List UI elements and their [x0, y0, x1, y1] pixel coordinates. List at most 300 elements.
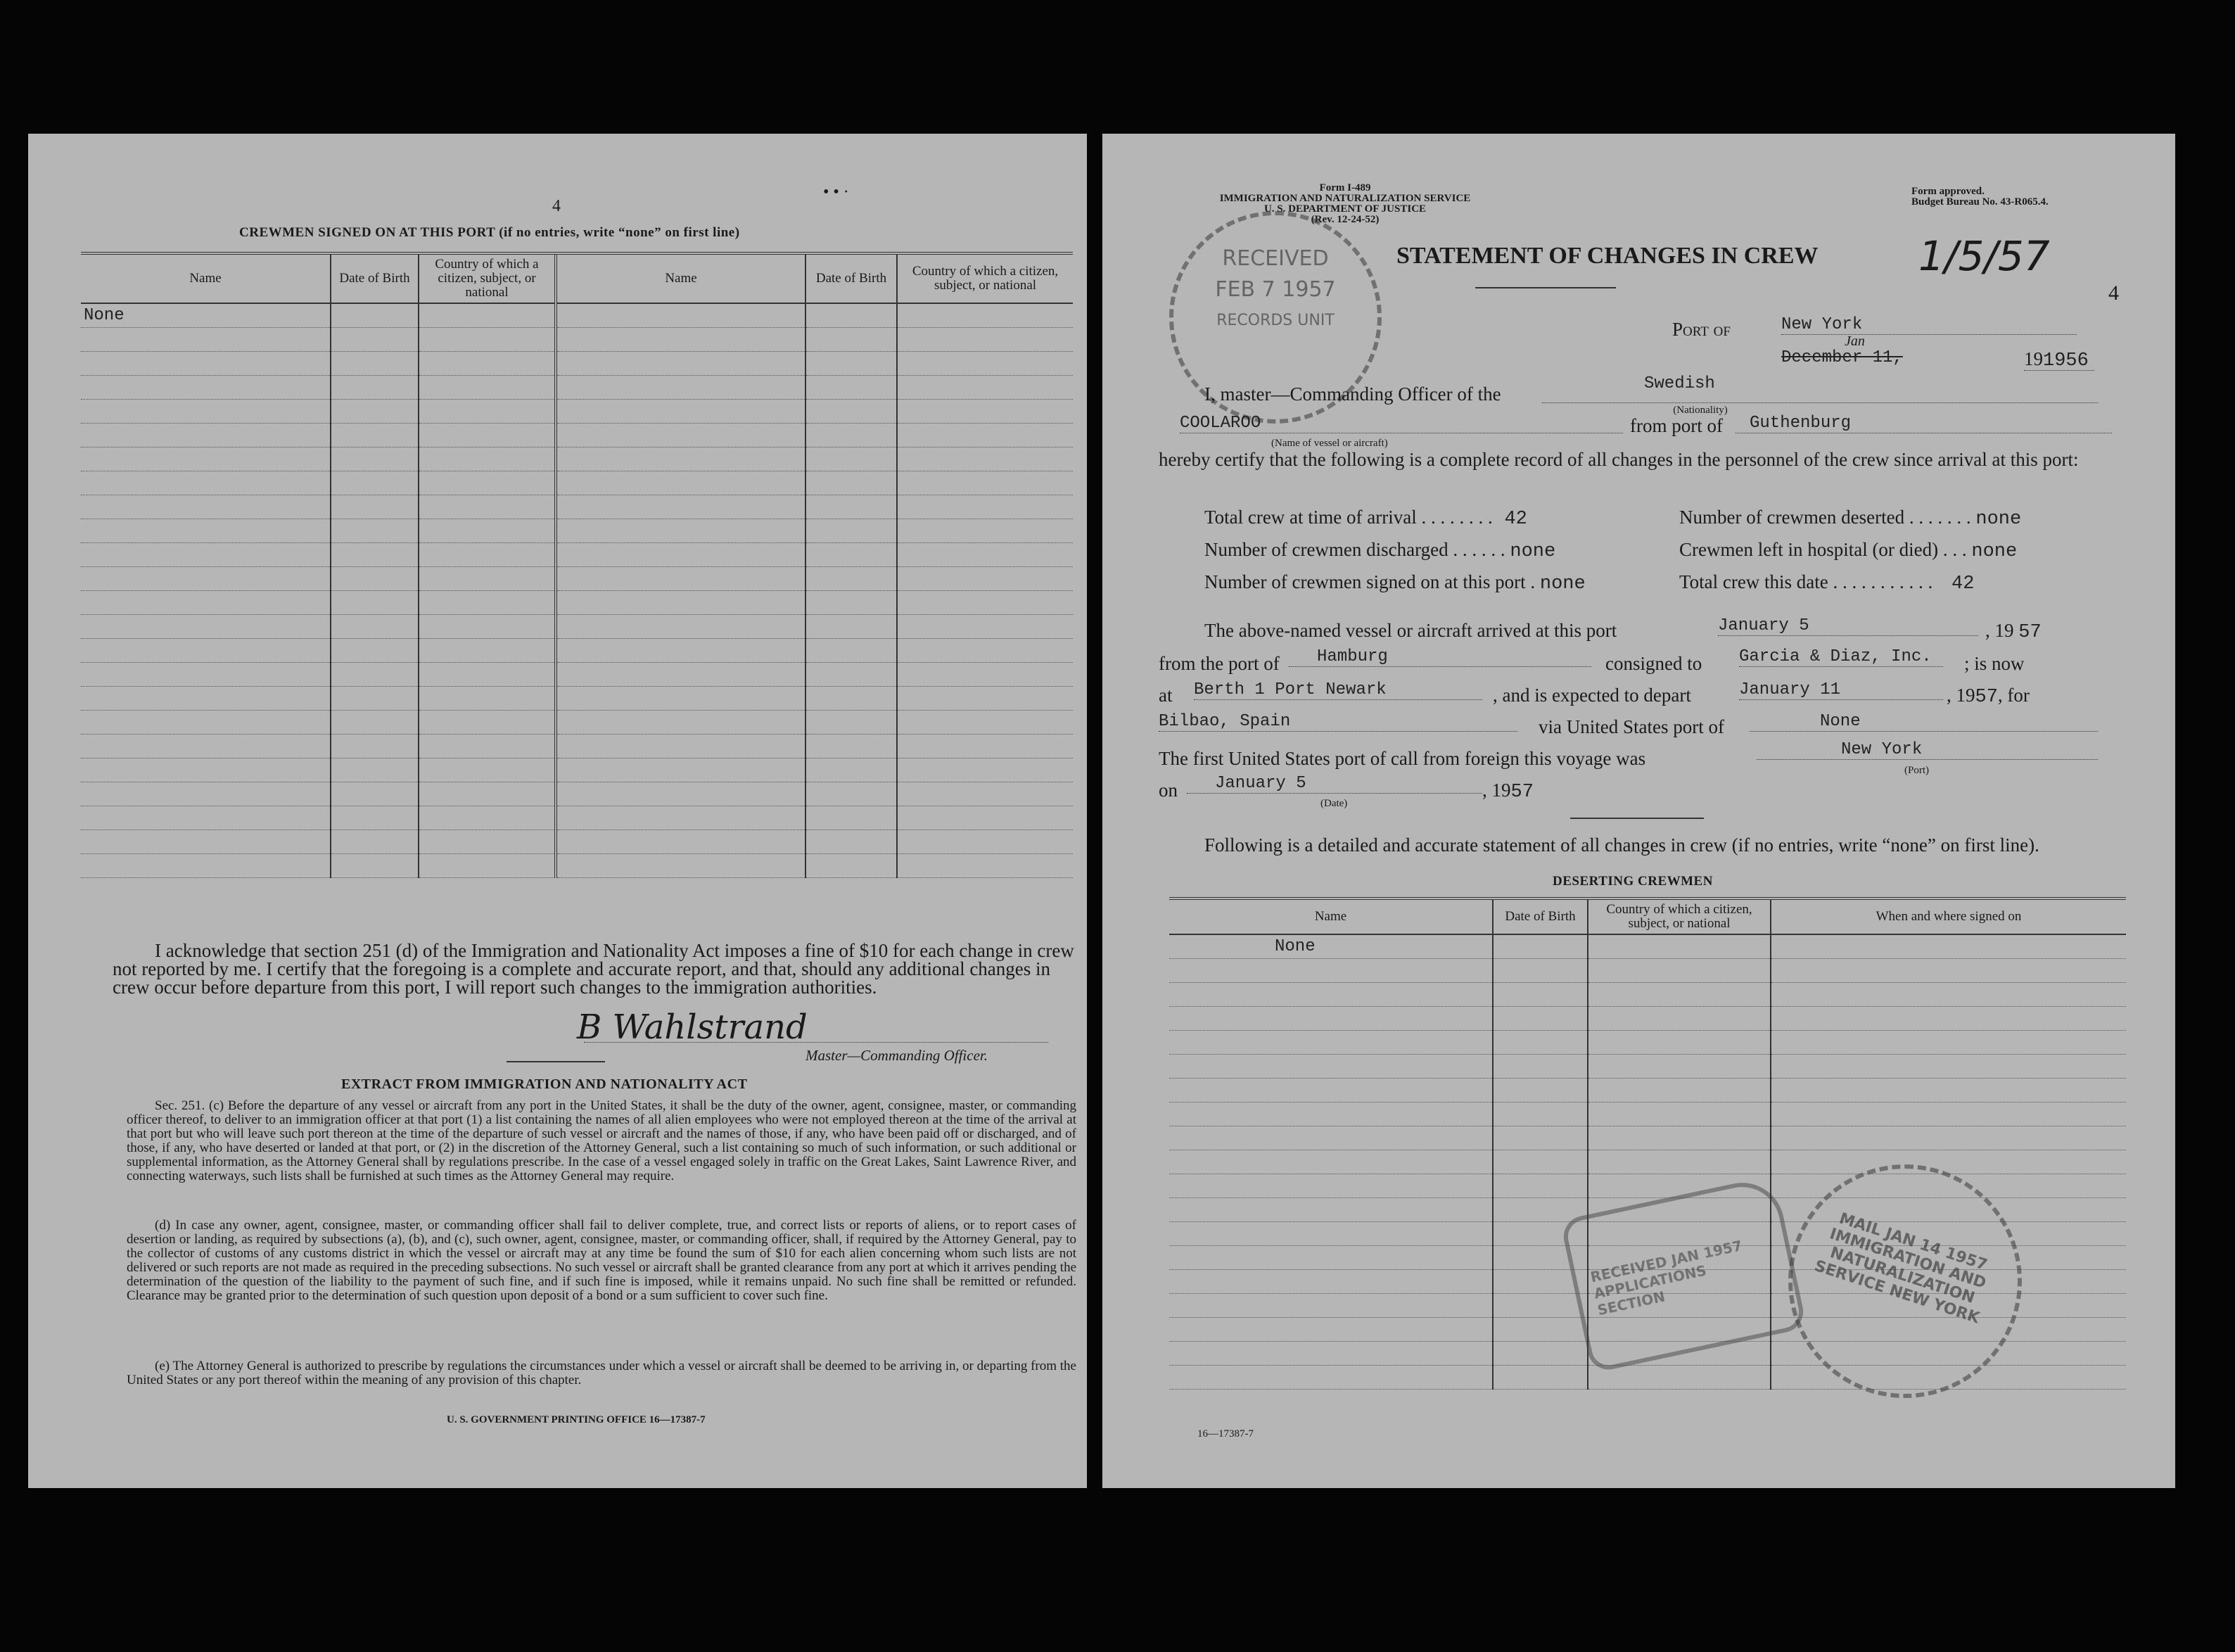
- table-cell: [897, 782, 1073, 806]
- arrived-text: The above-named vessel or aircraft arrived at this port: [1204, 620, 1617, 641]
- table-cell: [806, 376, 897, 400]
- table-cell: [556, 303, 806, 328]
- table-cell: [806, 328, 897, 352]
- table-cell: [1588, 1103, 1771, 1126]
- stat-signed-on: Number of crewmen signed on at this port . none: [1204, 571, 1586, 595]
- table-cell: [419, 615, 556, 639]
- table-cell: [1493, 983, 1588, 1007]
- table-cell: [419, 687, 556, 711]
- date-correction: Jan: [1845, 333, 1865, 349]
- date-value: December 11,: [1781, 348, 1903, 367]
- left-page: [28, 134, 1087, 1488]
- table-cell: [556, 854, 806, 878]
- table-cell: [806, 735, 897, 758]
- table-row: [81, 328, 1073, 352]
- table-cell: [897, 471, 1073, 495]
- table-title: CREWMEN SIGNED ON AT THIS PORT (if no entries, write “none” on first line): [239, 225, 740, 240]
- handwritten-number: 4: [2108, 281, 2119, 305]
- table-cell: [897, 854, 1073, 878]
- table-row: [1169, 934, 2126, 959]
- table-cell: [556, 806, 806, 830]
- table-cell: [331, 303, 419, 328]
- first-port-text: The first United States port of call from foreign this voyage was: [1159, 748, 1646, 769]
- table-cell: [419, 447, 556, 471]
- table-cell: [81, 519, 331, 543]
- consigned-label: consigned to: [1605, 653, 1702, 674]
- table-cell: [1169, 1246, 1493, 1270]
- table-cell: [897, 711, 1073, 735]
- table-cell: [81, 782, 331, 806]
- table-cell: [1493, 1294, 1588, 1318]
- table-cell: [806, 639, 897, 663]
- table-row: [81, 400, 1073, 424]
- table-cell: [331, 447, 419, 471]
- table-cell: [331, 471, 419, 495]
- stat-discharged: Number of crewmen discharged . . . . . . none: [1204, 539, 1556, 562]
- vessel-caption: (Name of vessel or aircraft): [1271, 438, 1388, 449]
- table-cell: [1493, 934, 1588, 959]
- form-title: STATEMENT OF CHANGES IN CREW: [1396, 243, 1819, 269]
- table-row: [81, 782, 1073, 806]
- depart-year-field: , 1957, for: [1947, 685, 2030, 708]
- table-cell: [81, 376, 331, 400]
- table-cell: [1588, 1031, 1771, 1055]
- table-cell: [1493, 1150, 1588, 1174]
- table-cell: [556, 424, 806, 447]
- table-cell: [556, 400, 806, 424]
- is-now-label: ; is now: [1964, 653, 2025, 674]
- table-cell: [1169, 1174, 1493, 1198]
- table-cell: [81, 758, 331, 782]
- table-cell: [897, 591, 1073, 615]
- table-cell: [1771, 934, 2126, 959]
- master-signature: B Wahlstrand: [577, 1008, 808, 1047]
- table-cell: [897, 687, 1073, 711]
- table-cell: [81, 424, 331, 447]
- table-cell: [331, 687, 419, 711]
- table-cell: [331, 352, 419, 376]
- table-header-row: [1169, 898, 2126, 934]
- column-header: When and where signed on: [1771, 898, 2126, 934]
- table-row: [1169, 959, 2126, 983]
- table-cell: [331, 806, 419, 830]
- table-cell: [331, 615, 419, 639]
- table-cell: [81, 567, 331, 591]
- table-cell: [1169, 1294, 1493, 1318]
- table-row: [81, 471, 1073, 495]
- table-cell: [897, 806, 1073, 830]
- page-number: 4: [552, 197, 561, 215]
- table-cell: [81, 615, 331, 639]
- table-cell: [81, 687, 331, 711]
- table-cell: [419, 806, 556, 830]
- mail-stamp: [1788, 1164, 2022, 1398]
- table-cell: None: [81, 303, 331, 328]
- table-cell: [331, 376, 419, 400]
- from-port-of-value: Hamburg: [1289, 647, 1591, 667]
- table-cell: [331, 782, 419, 806]
- table-cell: [81, 328, 331, 352]
- table-cell: [1493, 1318, 1588, 1342]
- stat-total-arrival: Total crew at time of arrival . . . . . . . . 42: [1204, 507, 1527, 530]
- table-cell: [1493, 1079, 1588, 1103]
- table-cell: [897, 352, 1073, 376]
- table-cell: [419, 830, 556, 854]
- column-header: Name: [1169, 898, 1493, 934]
- budget-block: [1911, 186, 2049, 208]
- table-cell: [419, 711, 556, 735]
- table-cell: [806, 806, 897, 830]
- table-cell: [556, 447, 806, 471]
- table-cell: [331, 495, 419, 519]
- table-cell: [331, 663, 419, 687]
- column-header: Date of Birth: [1493, 898, 1588, 934]
- following-text: Following is a detailed and accurate statement of all changes in crew (if no entries, write “none” on first line).: [1204, 834, 2039, 856]
- table-cell: None: [1169, 934, 1493, 959]
- table-cell: [331, 735, 419, 758]
- table-row: [81, 303, 1073, 328]
- table-cell: [1771, 1126, 2126, 1150]
- table-cell: [556, 567, 806, 591]
- table-row: [1169, 1103, 2126, 1126]
- table-cell: [419, 758, 556, 782]
- table-cell: [419, 639, 556, 663]
- table-cell: [1169, 1055, 1493, 1079]
- table-header-row: [81, 253, 1073, 303]
- via-label: via United States port of: [1539, 716, 1724, 737]
- table-cell: [81, 400, 331, 424]
- table-cell: [419, 328, 556, 352]
- table-cell: [81, 830, 331, 854]
- table-cell: [1493, 1126, 1588, 1150]
- table-cell: [419, 424, 556, 447]
- extract-section-c: Sec. 251. (c) Before the departure of any vessel or aircraft from any port in the United States, it shall be the duty of the owner, agent, consignee, master, or commanding officer thereof, to deliver to an immigration officer at that port (1) a list containing the names of all alien employees who were not employed thereon at the time of the arrival at that port but who will leave such port thereon at the time of the departure of such vessel or aircraft and the names of those, if any, who have been paid off or discharged, and of those, if any, who have deserted or landed at that port, or (2) in the discretion of the Attorney General, such a list containing so much of such information, or such additional or supplemental information, as the Attorney General shall by regulations prescribe. In the case of a vessel engaged solely in traffic on the Great Lakes, Saint Lawrence River, and connecting waterways, such lists shall be furnished at such times as the Attorney General may require.: [127, 1098, 1076, 1183]
- at-label: at: [1159, 685, 1173, 706]
- table-cell: [897, 567, 1073, 591]
- table-cell: [806, 519, 897, 543]
- expected-label: , and is expected to depart: [1493, 685, 1691, 706]
- table-cell: [1169, 1318, 1493, 1342]
- table-cell: [81, 471, 331, 495]
- table-row: [81, 758, 1073, 782]
- table-cell: [419, 303, 556, 328]
- table-cell: [556, 495, 806, 519]
- arrived-date: January 5: [1718, 616, 1978, 636]
- table-cell: [1771, 1007, 2126, 1031]
- table-cell: [331, 758, 419, 782]
- form-number: Form I-489: [1319, 182, 1371, 193]
- first-port-value: New York: [1757, 740, 2098, 760]
- stamp-line: RECEIVED: [1222, 246, 1329, 271]
- table-cell: [897, 495, 1073, 519]
- table-cell: [419, 591, 556, 615]
- table-cell: [419, 663, 556, 687]
- table-cell: [331, 830, 419, 854]
- column-header: Name: [556, 253, 806, 303]
- budget-number: Budget Bureau No. 43-R065.4.: [1911, 196, 2049, 208]
- table-cell: [81, 711, 331, 735]
- table-cell: [1169, 959, 1493, 983]
- column-header: Country of which a citizen, subject, or national: [419, 253, 556, 303]
- from-port-of-label: from the port of: [1159, 653, 1280, 674]
- table-row: [1169, 1150, 2126, 1174]
- column-header: Country of which a citizen, subject, or national: [897, 253, 1073, 303]
- extract-title: EXTRACT FROM IMMIGRATION AND NATIONALITY ACT: [341, 1076, 748, 1092]
- table-cell: [556, 639, 806, 663]
- destination-value: Bilbao, Spain: [1159, 712, 1517, 732]
- department-name: U. S. DEPARTMENT OF JUSTICE: [1263, 203, 1427, 215]
- certify-text: hereby certify that the following is a complete record of all changes in the personnel of the crew since arrival at this port:: [1159, 449, 2079, 470]
- table-cell: [1169, 983, 1493, 1007]
- table-cell: [556, 615, 806, 639]
- table-cell: [1493, 1366, 1588, 1390]
- table-cell: [806, 687, 897, 711]
- table-cell: [1771, 1031, 2126, 1055]
- table-cell: [897, 447, 1073, 471]
- table-cell: [806, 303, 897, 328]
- table-row: [1169, 1079, 2126, 1103]
- column-header: Country of which a citizen, subject, or national: [1588, 898, 1771, 934]
- printer-line: U. S. GOVERNMENT PRINTING OFFICE 16—17387-7: [447, 1414, 706, 1425]
- table-cell: [1169, 1342, 1493, 1366]
- depart-date: January 11: [1739, 680, 1943, 700]
- table-row: [81, 735, 1073, 758]
- table-cell: [81, 663, 331, 687]
- table-row: [1169, 983, 2126, 1007]
- footer-code: 16—17387-7: [1197, 1428, 1254, 1440]
- table-cell: [1771, 1079, 2126, 1103]
- table-cell: [806, 567, 897, 591]
- table-cell: [1771, 1055, 2126, 1079]
- on-value: January 5: [1187, 774, 1482, 794]
- table-cell: [331, 567, 419, 591]
- table-cell: [1169, 1366, 1493, 1390]
- table-cell: [806, 758, 897, 782]
- applications-stamp-text: RECEIVED JAN 1957 APPLICATIONS SECTION: [1588, 1237, 1744, 1319]
- table-cell: [897, 830, 1073, 854]
- table-cell: [806, 711, 897, 735]
- table-cell: [1588, 1366, 1771, 1390]
- table-cell: [806, 615, 897, 639]
- year-prefix: 19: [2024, 348, 2043, 369]
- nationality-caption: (Nationality): [1673, 405, 1728, 416]
- table-row: [81, 447, 1073, 471]
- table-row: [81, 567, 1073, 591]
- table-cell: [897, 543, 1073, 567]
- table-cell: [1588, 934, 1771, 959]
- table-cell: [1169, 1270, 1493, 1294]
- table-row: [1169, 1007, 2126, 1031]
- table-cell: [419, 400, 556, 424]
- date-caption: (Date): [1320, 798, 1348, 809]
- acknowledgement-text: I acknowledge that section 251 (d) of the Immigration and Nationality Act imposes a fine of $10 for each change in crew not reported by me. I certify that the foregoing is a complete and accurate report, and that, should any additional changes in crew occur before departure from this port, I will report such changes to the immigration authorities.: [113, 940, 1074, 998]
- table-cell: [1493, 1174, 1588, 1198]
- table-cell: [897, 639, 1073, 663]
- table-cell: [419, 567, 556, 591]
- table-cell: [331, 854, 419, 878]
- table-cell: [419, 782, 556, 806]
- table-row: [81, 591, 1073, 615]
- table-cell: [81, 854, 331, 878]
- table-row: [81, 711, 1073, 735]
- table-cell: [556, 376, 806, 400]
- table-cell: [81, 447, 331, 471]
- table-cell: [81, 735, 331, 758]
- table-row: [81, 519, 1073, 543]
- table-cell: [1493, 1007, 1588, 1031]
- right-page: [1102, 134, 2175, 1488]
- handwritten-date: 1/5/57: [1918, 232, 2050, 280]
- column-header: Date of Birth: [331, 253, 419, 303]
- table-cell: [419, 519, 556, 543]
- nationality-value: Swedish: [1644, 374, 1715, 393]
- table-cell: [1169, 1103, 1493, 1126]
- form-approved: Form approved.: [1911, 186, 1985, 197]
- table-cell: [806, 830, 897, 854]
- table-row: [81, 663, 1073, 687]
- table-cell: [1588, 1126, 1771, 1150]
- table-cell: [1493, 1031, 1588, 1055]
- table-row: [1169, 1031, 2126, 1055]
- table-cell: [1771, 959, 2126, 983]
- mail-stamp-text: MAIL JAN 14 1957 IMMIGRATION AND NATURALIZATION SERVICE NEW YORK: [1812, 1209, 1989, 1328]
- table-cell: [331, 591, 419, 615]
- table-cell: [806, 663, 897, 687]
- form-revision: (Rev. 12-24-52): [1311, 214, 1380, 225]
- table-cell: [556, 328, 806, 352]
- table-row: [81, 639, 1073, 663]
- table-cell: [331, 328, 419, 352]
- table-cell: [81, 591, 331, 615]
- at-value: Berth 1 Port Newark: [1194, 680, 1482, 700]
- table-cell: [1588, 1079, 1771, 1103]
- table-cell: [419, 543, 556, 567]
- table-cell: [1588, 1055, 1771, 1079]
- column-header: Name: [81, 253, 331, 303]
- table-cell: [897, 400, 1073, 424]
- table-cell: [897, 615, 1073, 639]
- from-port-value: Guthenburg: [1736, 414, 2112, 433]
- table-cell: [419, 854, 556, 878]
- table-cell: [556, 543, 806, 567]
- extract-section-e: (e) The Attorney General is authorized to prescribe by regulations the circumstances under which a vessel or aircraft shall be deemed to be arriving in, or departing from the United States or any port thereof within the meaning of any provision of this chapter.: [127, 1359, 1076, 1387]
- port-label: Port of: [1672, 319, 1731, 340]
- extract-section-d: (d) In case any owner, agent, consignee, master, or commanding officer shall fail to deliver complete, true, and correct lists or reports of aliens, or to report cases of desertion or landing, as required by subsections (a), (b), and (c), such owner, agent, consignee, master, or commanding officer, shall, if required by the Attorney General, pay to the collector of customs of any customs district in which the vessel or aircraft may at any time be found the sum of $10 for each alien concerning whom such lists are not delivered or such reports are not made as required in the preceding subsections. No such vessel or aircraft shall be granted clearance from any port at which it arrives pending the determination of the question of the liability to the payment of such fine, and if such fine is imposed, while it remains unpaid. No such fine shall be remitted or refunded. Clearance may be granted prior to the determination of such question upon deposit of a bond or a sum sufficient to cover such fine.: [127, 1218, 1076, 1303]
- table-cell: [1493, 1055, 1588, 1079]
- deserting-title: DESERTING CREWMEN: [1553, 874, 1713, 889]
- table-row: [81, 615, 1073, 639]
- table-cell: [1771, 1150, 2126, 1174]
- table-cell: [81, 639, 331, 663]
- table-cell: [1169, 1198, 1493, 1222]
- table-cell: [806, 495, 897, 519]
- port-value: New York: [1781, 315, 2077, 335]
- table-cell: [556, 591, 806, 615]
- table-cell: [331, 424, 419, 447]
- table-row: [81, 543, 1073, 567]
- table-cell: [81, 543, 331, 567]
- table-cell: [1493, 1342, 1588, 1366]
- table-row: [1169, 1366, 2126, 1390]
- table-cell: [806, 591, 897, 615]
- table-cell: [806, 471, 897, 495]
- table-cell: [1169, 1150, 1493, 1174]
- table-cell: [897, 735, 1073, 758]
- table-cell: [1169, 1126, 1493, 1150]
- table-cell: [897, 519, 1073, 543]
- table-cell: [1588, 1007, 1771, 1031]
- vessel-value: COOLAROO: [1180, 414, 1623, 433]
- table-cell: [419, 735, 556, 758]
- table-cell: [1169, 1031, 1493, 1055]
- table-row: [81, 495, 1073, 519]
- table-row: [81, 854, 1073, 878]
- table-row: [1169, 1055, 2126, 1079]
- table-cell: [331, 400, 419, 424]
- signature-caption: Master—Commanding Officer.: [806, 1047, 988, 1064]
- table-row: [81, 687, 1073, 711]
- table-cell: [419, 495, 556, 519]
- table-cell: [556, 471, 806, 495]
- table-cell: [556, 711, 806, 735]
- table-cell: [1169, 1222, 1493, 1246]
- table-cell: [556, 352, 806, 376]
- arrived-year-field: , 19 57: [1985, 620, 2042, 643]
- table-cell: [1169, 1007, 1493, 1031]
- table-cell: [897, 376, 1073, 400]
- table-cell: [556, 519, 806, 543]
- table-cell: [81, 806, 331, 830]
- table-cell: [806, 543, 897, 567]
- stamp-line: FEB 7 1957: [1215, 277, 1336, 302]
- table-cell: [806, 352, 897, 376]
- table-cell: [556, 663, 806, 687]
- table-cell: [556, 758, 806, 782]
- signed-on-table: [81, 252, 1073, 878]
- master-text: I, master—Commanding Officer of the: [1204, 383, 1501, 405]
- table-cell: [1588, 1150, 1771, 1174]
- table-cell: [806, 424, 897, 447]
- agency-name: IMMIGRATION AND NATURALIZATION SERVICE: [1219, 193, 1471, 204]
- table-cell: [1493, 959, 1588, 983]
- stat-total-date: Total crew this date . . . . . . . . . . . 42: [1679, 571, 1975, 595]
- table-cell: [81, 495, 331, 519]
- table-cell: [419, 471, 556, 495]
- table-cell: [331, 711, 419, 735]
- consigned-value: Garcia & Diaz, Inc.: [1739, 647, 1943, 667]
- stat-hospital: Crewmen left in hospital (or died) . . . none: [1679, 539, 2018, 562]
- on-year-field: , 1957: [1482, 780, 1534, 803]
- table-cell: [419, 352, 556, 376]
- table-cell: [556, 687, 806, 711]
- stamp-line: RECORDS UNIT: [1216, 312, 1335, 329]
- form-header: [1159, 183, 1532, 225]
- table-cell: [331, 519, 419, 543]
- table-cell: [1169, 1079, 1493, 1103]
- table-cell: [556, 782, 806, 806]
- column-header: Date of Birth: [806, 253, 897, 303]
- table-cell: [1771, 983, 2126, 1007]
- table-cell: [1493, 1103, 1588, 1126]
- table-cell: [806, 854, 897, 878]
- table-cell: [806, 447, 897, 471]
- table-cell: [556, 735, 806, 758]
- table-row: [81, 376, 1073, 400]
- table-cell: [331, 543, 419, 567]
- table-row: [81, 806, 1073, 830]
- table-cell: [1588, 959, 1771, 983]
- table-cell: [897, 328, 1073, 352]
